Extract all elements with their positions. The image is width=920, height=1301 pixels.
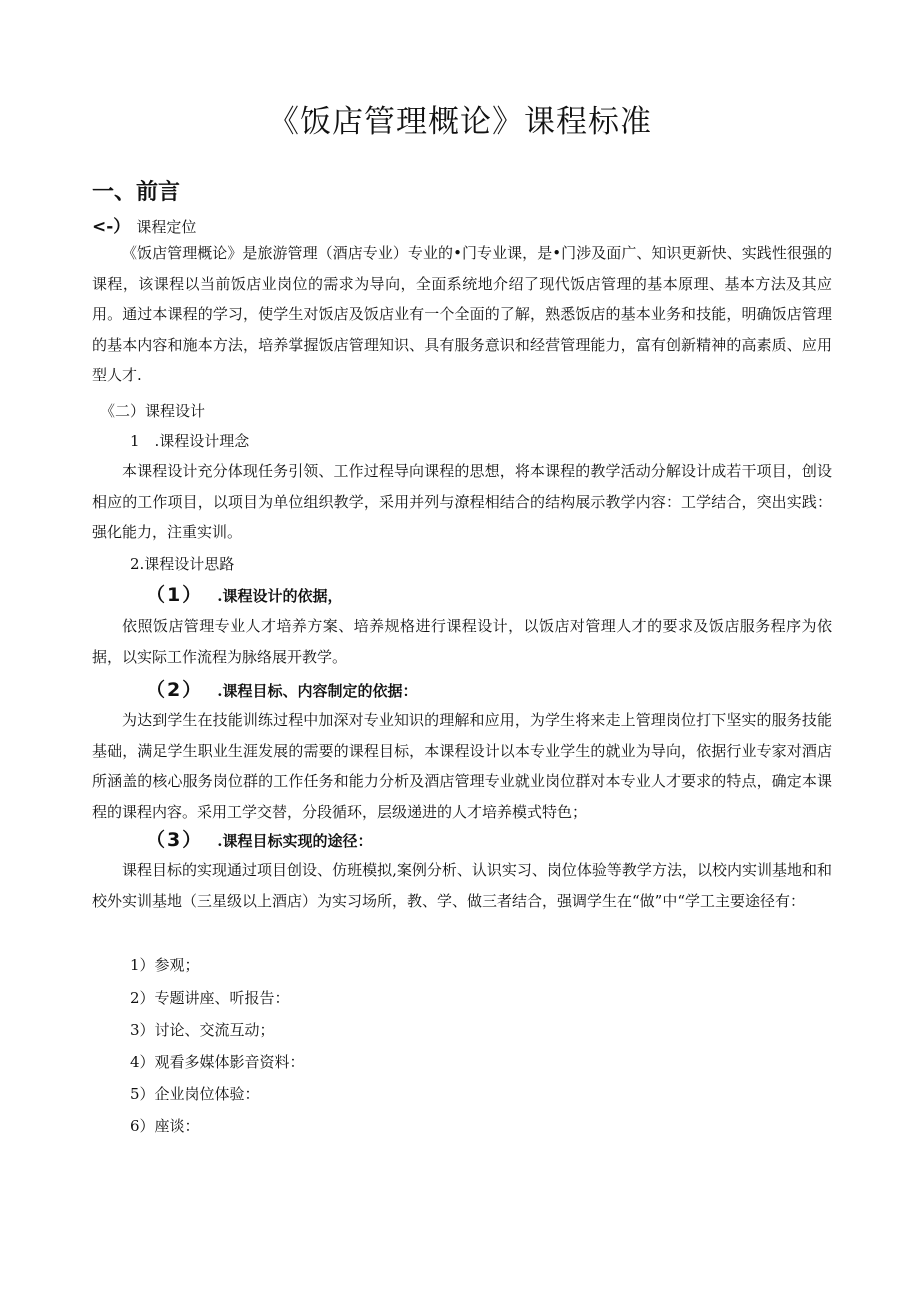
paragraph-design-basis: 依照饭店管理专业人才培养方案、培养规格进行课程设计，以饭店对管理人才的要求及饭店服务程序为依据，以实际工作流程为脉络展开教学。: [92, 617, 832, 666]
subsection-course-design: 《二）课程设计: [100, 402, 206, 420]
subsection-label: 课程定位: [136, 218, 197, 236]
list-item: 6）座谈：: [130, 1117, 200, 1135]
paragraph-design-concept: 本课程设计充分体现任务引领、工作过程导向课程的思想，将本课程的教学活动分解设计成若干项目，创设相应的工作项目，以项目为单位组织教学，采用并列与潦程相结合的结构展示教学内容：工学结合，突出实践：强化能力，注重实训。: [92, 462, 832, 541]
section-heading-preface: 一、前言: [92, 180, 181, 205]
paragraph-course-positioning: 《饭店管理概论》是旅游管理（酒店专业）专业的•门专业课，是•门涉及面广、知识更新快、实践性很强的课程，该课程以当前饭店业岗位的需求为导向，全面系统地介绍了现代饭店管理的基本原理、基本方法及其应用。通过本课程的学习，使学生对饭店及饭店业有一个全面的了解，熟悉饭店的基本业务和技能，明确饭店管理的基本内容和施本方法，培养掌握饭店管理知识、具有服务意识和经营管理能力，富有创新精神的高素质、应用型人才.: [92, 244, 832, 384]
paragraph-goals-implementation: 课程目标的实现通过项目创设、仿班模拟,案例分析、认识实习、岗位体验等教学方法，以校内实训基地和和校外实训基地（三星级以上酒店）为实习场所，教、学、做三者结合，强调学生在“做”中“学工主要途径有：: [92, 861, 832, 910]
point-goals-implementation: [146, 825, 372, 852]
list-item: 4）观看多媒体影音资料：: [130, 1053, 305, 1071]
item-design-concept: 1 .课程设计理念: [130, 432, 250, 450]
point-number: （2）: [146, 679, 204, 701]
list-item: 1）参观；: [130, 956, 200, 974]
paragraph-goals-content-basis: 为达到学生在技能训练过程中加深对专业知识的理解和应用，为学生将来走上管理岗位打下坚实的服务技能基础，满足学生职业生涯发展的需要的课程目标，本课程设计以本专业学生的就业为导向，依据行业专家对酒店所涵盖的核心服务岗位群的工作任务和能力分析及酒店管理专业就业岗位群对本专业人才要求的特点，确定本课程的课程内容。采用工学交替，分段循环，层级递进的人才培养模式特色；: [92, 711, 832, 821]
subsection-course-positioning: [92, 212, 196, 237]
point-design-basis: [146, 580, 342, 607]
list-item: 3）讨论、交流互动；: [130, 1021, 275, 1039]
subsection-mark: <-）: [92, 217, 131, 237]
point-goals-content-basis: [146, 675, 417, 702]
point-label: .课程设计的依据，: [217, 587, 343, 605]
list-item: 5）企业岗位体验：: [130, 1085, 260, 1103]
point-number: （1）: [146, 584, 204, 606]
point-label: .课程目标、内容制定的依据：: [217, 682, 418, 700]
list-item: 2）专题讲座、听报告：: [130, 989, 290, 1007]
item-design-approach: 2.课程设计思路: [130, 555, 235, 573]
document-title: 《饭店管理概论》课程标准: [268, 104, 652, 140]
point-number: （3）: [146, 829, 204, 851]
point-label: .课程目标实现的途径：: [217, 832, 373, 850]
